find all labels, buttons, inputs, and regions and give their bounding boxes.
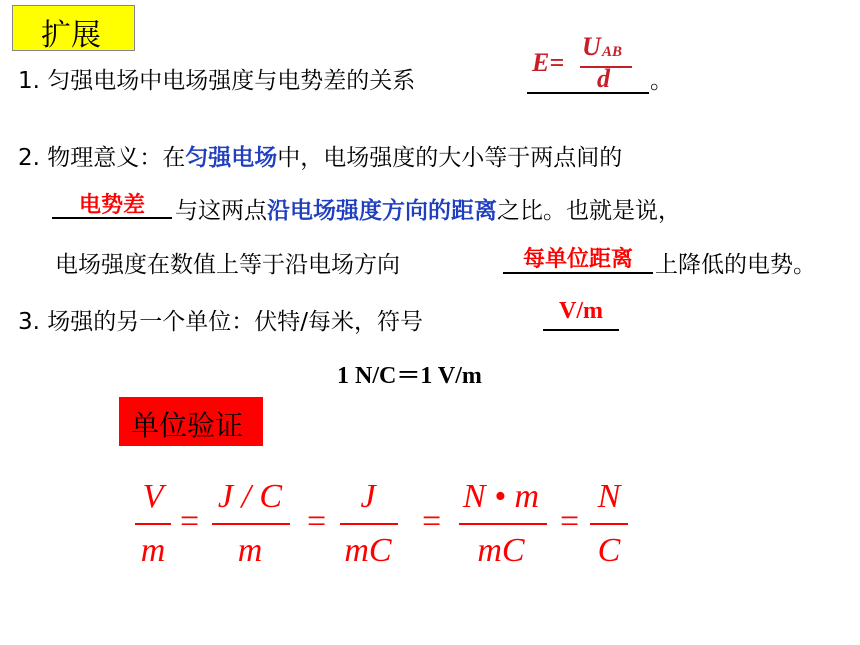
- fraction-1-numerator: V: [142, 478, 164, 515]
- item-2-line-1: [18, 139, 622, 172]
- item-2-blank-2-answer: 每单位距离: [522, 247, 633, 272]
- equals-sign-1: =: [180, 503, 200, 540]
- fraction-4-bar: [459, 523, 547, 525]
- formula-numerator: U: [582, 32, 601, 61]
- item-2-line-3-b: 上降低的电势。: [655, 252, 816, 278]
- equals-sign-4: =: [560, 503, 580, 540]
- heading-text: 扩展: [41, 18, 101, 53]
- fraction-2-bar: [212, 523, 290, 525]
- item-2-blank-1-answer: 电势差: [78, 193, 145, 218]
- fraction-1-bar: [135, 523, 171, 525]
- item-1-text: 1. 匀强电场中电场强度与电势差的关系: [18, 68, 416, 94]
- fraction-2-denominator: m: [237, 532, 263, 569]
- item-2-suffix: 中，电场强度的大小等于两点间的: [277, 145, 623, 171]
- item-2-line-3-a: 电场强度在数值上等于沿电场方向: [55, 252, 400, 278]
- unit-equation: 1 N/C＝1 V/m: [337, 363, 482, 389]
- fraction-5-denominator: C: [597, 532, 621, 569]
- fraction-3-numerator: J: [360, 478, 376, 515]
- fraction-1-denominator: m: [140, 532, 166, 569]
- section-heading: [12, 5, 135, 51]
- item-1-end: 。: [650, 68, 673, 94]
- unit-check-label: 单位验证: [131, 409, 244, 442]
- item-2-line-2-a: 与这两点: [175, 198, 267, 224]
- fraction-3-bar: [340, 523, 398, 525]
- fraction-4-numerator: N • m: [462, 478, 540, 515]
- item-3-blank: [543, 329, 619, 331]
- item-2-keyword-distance: 沿电场强度方向的距离: [267, 198, 497, 224]
- item-3-blank-answer: V/m: [559, 298, 603, 324]
- formula-lhs: E=: [532, 48, 565, 77]
- item-3-text: 3. 场强的另一个单位：伏特/每米，符号: [18, 309, 424, 335]
- fraction-2-numerator: J / C: [217, 478, 283, 515]
- fraction-5-bar: [590, 523, 628, 525]
- fraction-4-denominator: mC: [477, 532, 525, 569]
- fraction-5-numerator: N: [597, 478, 621, 515]
- item-2-line-2: [175, 192, 681, 225]
- equals-sign-2: =: [307, 503, 327, 540]
- fraction-3-denominator: mC: [344, 532, 392, 569]
- unit-check-label-box: [119, 397, 263, 446]
- item-2-prefix: 2. 物理意义：在: [18, 145, 186, 171]
- formula-denominator: d: [597, 64, 610, 93]
- item-1-blank: [527, 92, 649, 94]
- formula-subscript: AB: [602, 44, 623, 60]
- equals-sign-3: =: [422, 503, 442, 540]
- item-2-line-2-c: 之比。也就是说，: [497, 198, 681, 224]
- item-2-keyword-uniform-field: 匀强电场: [185, 145, 278, 171]
